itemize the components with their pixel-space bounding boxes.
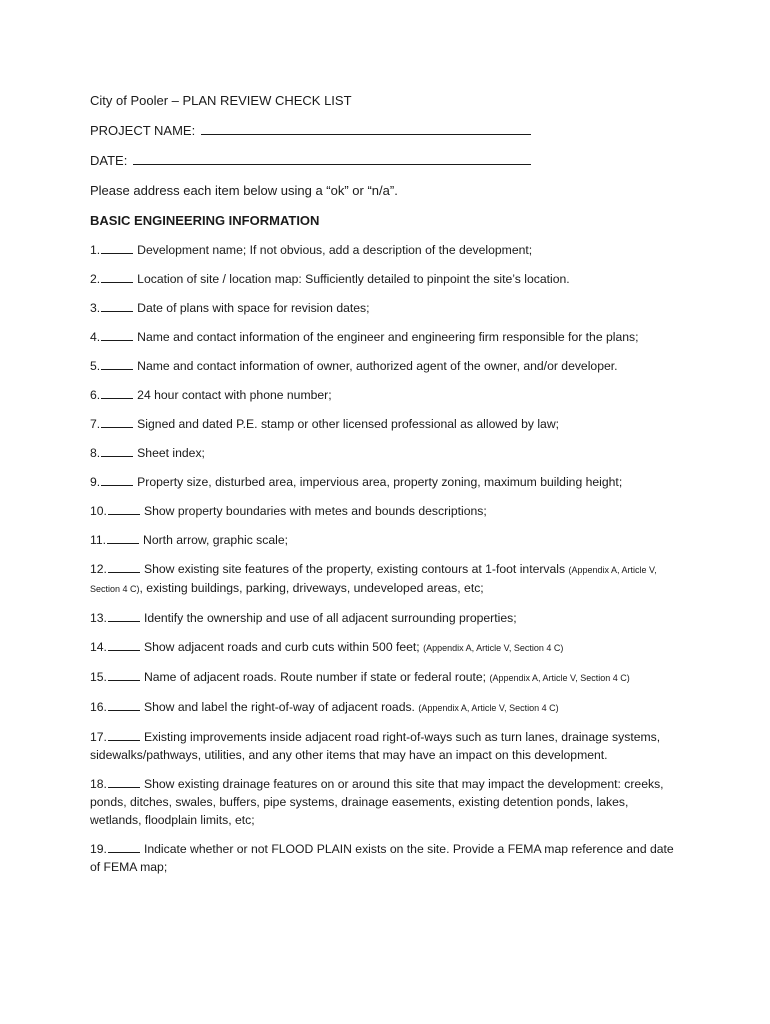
item-number: 9. — [90, 475, 101, 489]
answer-blank[interactable] — [101, 386, 133, 399]
checklist-item — [90, 531, 680, 549]
item-number: 11. — [90, 533, 107, 547]
item-number: 10. — [90, 504, 107, 518]
checklist-item — [90, 728, 680, 764]
item-number: 12. — [90, 562, 107, 576]
checklist-item — [90, 473, 680, 491]
checklist-item — [90, 386, 680, 404]
checklist-item — [90, 270, 680, 288]
answer-blank[interactable] — [101, 270, 133, 283]
checklist-item — [90, 775, 680, 829]
item-number: 16. — [90, 700, 107, 714]
checklist-item — [90, 668, 680, 687]
item-reference-note: (Appendix A, Article V, Section 4 C) — [90, 565, 657, 594]
item-number: 6. — [90, 388, 101, 402]
item-reference-note: (Appendix A, Article V, Section 4 C) — [489, 673, 630, 683]
answer-blank[interactable] — [101, 473, 133, 486]
item-text: Name and contact information of the engineer and engineering firm responsible for the plans; — [137, 330, 639, 344]
item-text: Date of plans with space for revision dates; — [137, 301, 370, 315]
answer-blank[interactable] — [108, 560, 140, 573]
item-text: North arrow, graphic scale; — [143, 533, 289, 547]
checklist-item — [90, 415, 680, 433]
checklist-item — [90, 357, 680, 375]
answer-blank[interactable] — [108, 775, 140, 788]
answer-blank[interactable] — [108, 728, 140, 741]
answer-blank[interactable] — [101, 299, 133, 312]
item-number: 19. — [90, 842, 107, 856]
item-text: Location of site / location map: Sufficiently detailed to pinpoint the site’s location. — [137, 272, 570, 286]
answer-blank[interactable] — [101, 241, 133, 254]
item-reference-note: (Appendix A, Article V, Section 4 C) — [423, 643, 564, 653]
item-text: Show existing drainage features on or around this site that may impact the development: creeks, ponds, ditches, swales, buffers, pipe systems, drainage easements, existing detention ponds, lakes, wetlands, floodplain limits, etc; — [90, 777, 664, 827]
answer-blank[interactable] — [108, 668, 140, 681]
date-field[interactable] — [133, 152, 531, 165]
checklist-item — [90, 502, 680, 520]
section-heading: BASIC ENGINEERING INFORMATION — [90, 213, 320, 228]
item-number: 4. — [90, 330, 101, 344]
checklist-item — [90, 698, 680, 717]
checklist-item — [90, 840, 680, 876]
answer-blank[interactable] — [101, 415, 133, 428]
checklist-item — [90, 241, 680, 259]
item-number: 8. — [90, 446, 101, 460]
checklist-item — [90, 609, 680, 627]
item-number: 5. — [90, 359, 101, 373]
item-number: 13. — [90, 611, 107, 625]
item-reference-note: (Appendix A, Article V, Section 4 C) — [418, 703, 559, 713]
date-label: DATE: — [90, 153, 128, 168]
checklist-item — [90, 638, 680, 657]
item-text: Show adjacent roads and curb cuts within 500 feet; — [143, 640, 420, 654]
answer-blank[interactable] — [101, 328, 133, 341]
item-text: Name and contact information of owner, authorized agent of the owner, and/or developer. — [137, 359, 618, 373]
item-number: 18. — [90, 777, 107, 791]
checklist-page — [90, 92, 680, 887]
answer-blank[interactable] — [108, 609, 140, 622]
project-name-field[interactable] — [201, 122, 531, 135]
instructions: Please address each item below using a “ok” or “n/a”. — [90, 183, 398, 198]
answer-blank[interactable] — [108, 840, 140, 853]
item-number: 17. — [90, 730, 107, 744]
item-text: Show property boundaries with metes and bounds descriptions; — [143, 504, 487, 518]
project-name-row — [90, 122, 680, 140]
answer-blank[interactable] — [107, 531, 139, 544]
item-text-continued: , existing buildings, parking, driveways, undeveloped areas, etc; — [139, 581, 484, 595]
item-text: 24 hour contact with phone number; — [137, 388, 332, 402]
checklist-item — [90, 328, 680, 346]
answer-blank[interactable] — [108, 502, 140, 515]
answer-blank[interactable] — [108, 698, 140, 711]
checklist-item — [90, 560, 680, 598]
item-text: Development name; If not obvious, add a description of the development; — [137, 243, 533, 257]
item-text: Show existing site features of the property, existing contours at 1-foot intervals — [143, 562, 566, 576]
item-number: 15. — [90, 670, 107, 684]
answer-blank[interactable] — [101, 357, 133, 370]
item-text: Indicate whether or not FLOOD PLAIN exists on the site. Provide a FEMA map reference and date of FEMA map; — [90, 842, 674, 874]
checklist-items — [90, 241, 680, 876]
item-number: 3. — [90, 301, 101, 315]
item-text: Existing improvements inside adjacent road right-of-ways such as turn lanes, drainage systems, sidewalks/pathways, utilities, and any other items that may have an impact on this development. — [90, 730, 661, 762]
checklist-item — [90, 444, 680, 462]
item-text: Show and label the right-of-way of adjacent roads. — [143, 700, 415, 714]
item-number: 2. — [90, 272, 101, 286]
checklist-item — [90, 299, 680, 317]
item-number: 7. — [90, 417, 101, 431]
item-text: Identify the ownership and use of all adjacent surrounding properties; — [143, 611, 517, 625]
item-text: Sheet index; — [137, 446, 205, 460]
date-row — [90, 152, 680, 170]
document-title: City of Pooler – PLAN REVIEW CHECK LIST — [90, 93, 352, 108]
item-number: 14. — [90, 640, 107, 654]
item-text: Signed and dated P.E. stamp or other licensed professional as allowed by law; — [137, 417, 560, 431]
item-text: Name of adjacent roads. Route number if state or federal route; — [143, 670, 487, 684]
answer-blank[interactable] — [101, 444, 133, 457]
project-name-label: PROJECT NAME: — [90, 123, 196, 138]
item-number: 1. — [90, 243, 101, 257]
item-text: Property size, disturbed area, impervious area, property zoning, maximum building height; — [137, 475, 623, 489]
answer-blank[interactable] — [108, 638, 140, 651]
